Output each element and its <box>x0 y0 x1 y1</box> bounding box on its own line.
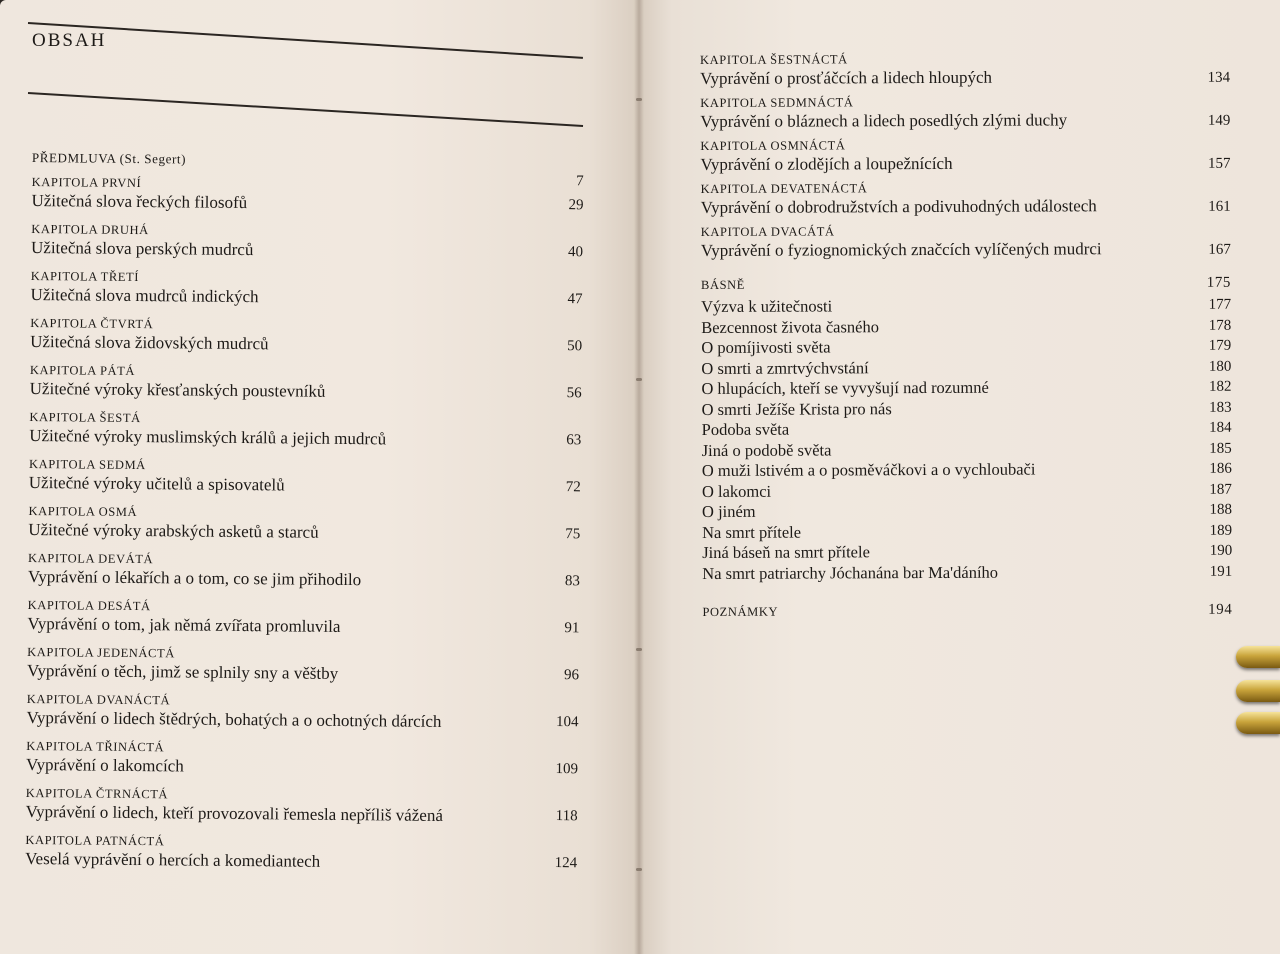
page-number: 188 <box>1209 501 1233 518</box>
poem-title: Podoba světa <box>701 419 790 439</box>
toc-entry <box>25 832 577 874</box>
page-number: 182 <box>1208 378 1232 395</box>
page-number: 96 <box>563 667 580 684</box>
page-number: 178 <box>1208 317 1232 334</box>
page-number: 83 <box>564 573 580 590</box>
poem-entry <box>702 561 1232 584</box>
poem-title: O lakomci <box>701 481 772 501</box>
page-number: 47 <box>567 291 583 308</box>
chapter-label: KAPITOLA DVANÁCTÁ <box>26 691 171 708</box>
toc-entry <box>28 550 580 592</box>
chapter-title: Vyprávění o dobrodružstvích a podivuhodných událostech <box>700 196 1097 217</box>
page-number: 124 <box>554 855 578 872</box>
page-number: 75 <box>565 526 581 543</box>
chapter-label: KAPITOLA JEDENÁCTÁ <box>27 644 175 661</box>
toc-entry <box>29 456 581 498</box>
page-number: 179 <box>1208 337 1232 354</box>
poem-entry <box>702 479 1232 502</box>
poem-title: Na smrt přítele <box>702 522 802 542</box>
notes-entry <box>702 600 1232 622</box>
page-number: 149 <box>1207 112 1231 129</box>
chapter-label: KAPITOLA DESÁTÁ <box>27 597 151 614</box>
chapter-title: Užitečné výroky křesťanských poustevníků <box>29 378 326 401</box>
toc-entry <box>26 691 578 733</box>
toc-entry <box>701 222 1231 261</box>
poem-entry <box>702 520 1232 543</box>
binder-ring <box>1236 680 1280 702</box>
toc-entry <box>31 174 583 216</box>
chapter-title: Veselá vyprávění o hercích a komediantech <box>25 848 321 871</box>
chapter-label: KAPITOLA ŠESTNÁCTÁ <box>700 52 848 67</box>
page-number: 180 <box>1208 358 1232 375</box>
poem-title: O jiném <box>701 501 756 521</box>
page-number: 175 <box>1206 274 1232 291</box>
page-number: 134 <box>1207 69 1231 86</box>
page-number: 104 <box>555 714 579 731</box>
poem-entry <box>701 377 1231 400</box>
poem-entry <box>701 295 1231 318</box>
binding-stitch <box>636 868 642 871</box>
poem-entry <box>701 356 1231 379</box>
top-rule <box>28 22 583 59</box>
page-number: 63 <box>566 432 582 449</box>
chapter-label: KAPITOLA OSMÁ <box>28 503 138 520</box>
page-number: 161 <box>1208 198 1231 215</box>
poem-entry <box>702 397 1232 420</box>
preface-label: PŘEDMLUVA (St. Segert) <box>31 150 187 167</box>
right-page <box>640 0 1280 954</box>
poem-title: O hlupácích, kteří se vyvyšují nad rozumné <box>701 377 989 398</box>
poem-entry <box>701 315 1231 338</box>
poem-title: O smrti Ježíše Krista pro nás <box>701 398 892 419</box>
page-number: 91 <box>564 620 580 637</box>
book-gutter <box>634 0 644 954</box>
preface-page: 7 <box>576 173 584 190</box>
toc-entry <box>26 785 578 827</box>
toc-entry <box>700 50 1230 89</box>
chapter-title: Vyprávění o tom, jak němá zvířata promluvila <box>27 613 341 636</box>
poem-entry <box>702 541 1232 564</box>
second-rule <box>28 92 583 127</box>
page-number: 109 <box>555 761 579 778</box>
chapter-title: Užitečná slova židovských mudrců <box>30 331 269 354</box>
page-number: 185 <box>1209 440 1232 457</box>
chapter-label: KAPITOLA PATNÁCTÁ <box>25 832 165 849</box>
poems-heading <box>701 273 1231 295</box>
page-number: 56 <box>566 385 582 402</box>
page-number: 29 <box>568 197 584 214</box>
chapter-label: KAPITOLA OSMNÁCTÁ <box>700 138 846 153</box>
page-number: 194 <box>1208 601 1233 618</box>
chapter-title: Užitečné výroky učitelů a spisovatelů <box>28 472 285 495</box>
chapter-label: KAPITOLA ČTRNÁCTÁ <box>25 785 169 802</box>
poem-entry <box>702 438 1232 461</box>
poem-entry <box>702 418 1232 441</box>
toc-entry <box>700 136 1230 175</box>
page-number: 184 <box>1209 419 1232 436</box>
poem-title: O pomíjivosti světa <box>701 337 831 357</box>
binding-stitch <box>636 648 642 651</box>
notes-label: POZNÁMKY <box>702 604 779 619</box>
page-number: 167 <box>1208 241 1231 258</box>
chapter-title: Vyprávění o lakomcích <box>26 754 184 776</box>
page-number: 72 <box>565 479 581 496</box>
poem-title: Výzva k užitečnosti <box>701 296 833 316</box>
page-number: 186 <box>1209 460 1232 477</box>
chapter-title: Užitečné výroky arabských asketů a starců <box>28 519 319 542</box>
chapter-label: KAPITOLA ŠESTÁ <box>29 409 141 426</box>
poem-title: O muži lstivém a o posměváčkovi a o vychloubači <box>701 459 1036 480</box>
toc-entry <box>700 93 1230 132</box>
toc-entry <box>28 503 580 545</box>
chapter-title: Vyprávění o lidech štědrých, bohatých a o ochotných dárcích <box>26 707 442 731</box>
chapter-title: Vyprávění o lékařích a o tom, co se jim přihodilo <box>27 566 362 590</box>
chapter-label: KAPITOLA DEVATENÁCTÁ <box>700 181 868 196</box>
toc-entry <box>29 409 581 451</box>
poem-title: Na smrt patriarchy Jóchanána bar Ma'dáního <box>702 562 999 583</box>
toc-right-list <box>700 50 1232 622</box>
page-number: 191 <box>1209 563 1233 580</box>
poem-entry <box>702 500 1232 523</box>
page-number: 190 <box>1209 542 1233 559</box>
chapter-title: Vyprávění o prosťáčcích a lidech hloupých <box>700 67 993 88</box>
poems-label: BÁSNĚ <box>700 277 746 292</box>
binder-ring <box>1236 646 1280 668</box>
chapter-label: KAPITOLA TŘINÁCTÁ <box>26 738 165 755</box>
page-number: 183 <box>1209 399 1232 416</box>
binding-stitch <box>636 98 642 101</box>
chapter-title: Užitečné výroky muslimských králů a jejich mudrců <box>29 425 387 449</box>
toc-entry <box>701 179 1231 218</box>
poem-title: Bezcennost života časného <box>701 316 880 337</box>
page-number: 50 <box>567 338 583 355</box>
chapter-label: KAPITOLA SEDMÁ <box>28 456 146 473</box>
poem-title: Jiná o podobě světa <box>701 439 832 460</box>
chapter-title: Vyprávění o fyziognomických značcích vylíčených mudrci <box>700 239 1102 260</box>
chapter-title: Vyprávění o těch, jimž se splnily sny a věštby <box>26 660 339 683</box>
toc-entry <box>30 315 582 357</box>
chapter-label: KAPITOLA DRUHÁ <box>31 221 149 238</box>
page-number: 187 <box>1209 481 1232 498</box>
toc-entry <box>26 738 578 780</box>
toc-left-list <box>25 150 584 884</box>
poem-entry <box>702 459 1232 482</box>
chapter-label: KAPITOLA PÁTÁ <box>29 362 136 378</box>
chapter-title: Užitečná slova mudrců indických <box>30 284 259 307</box>
chapter-title: Vyprávění o bláznech a lidech posedlých zlými duchy <box>700 110 1068 131</box>
toc-entry <box>27 644 579 686</box>
chapter-label: KAPITOLA SEDMNÁCTÁ <box>700 95 854 110</box>
toc-entry <box>31 268 583 310</box>
chapter-label: KAPITOLA PRVNÍ <box>31 174 142 191</box>
chapter-title: Vyprávění o lidech, kteří provozovali řemesla nepříliš vážená <box>25 801 444 825</box>
page-number: 189 <box>1209 522 1233 539</box>
page-number: 157 <box>1207 155 1231 172</box>
page-number: 40 <box>567 244 584 261</box>
chapter-label: KAPITOLA DVACÁTÁ <box>700 224 835 239</box>
chapter-label: KAPITOLA DEVÁTÁ <box>28 550 154 567</box>
page-number: 177 <box>1208 296 1232 313</box>
poem-title: O smrti a zmrtvýchvstání <box>701 357 869 378</box>
chapter-label: KAPITOLA ČTVRTÁ <box>30 315 154 332</box>
poem-title: Jiná báseň na smrt přítele <box>702 542 870 562</box>
toc-entry <box>27 597 579 639</box>
chapter-title: Užitečná slova řeckých filosofů <box>31 190 248 213</box>
chapter-title: Vyprávění o zlodějích a loupežnících <box>700 153 953 174</box>
page-number: 118 <box>555 808 578 825</box>
poem-entry <box>701 336 1231 359</box>
binding-stitch <box>636 378 642 381</box>
toc-entry <box>30 362 582 404</box>
binder-ring <box>1236 712 1280 734</box>
contents-heading: OBSAH <box>32 30 107 51</box>
chapter-title: Užitečná slova perských mudrců <box>30 237 254 260</box>
chapter-label: KAPITOLA TŘETÍ <box>30 268 140 285</box>
toc-entry <box>31 221 583 263</box>
